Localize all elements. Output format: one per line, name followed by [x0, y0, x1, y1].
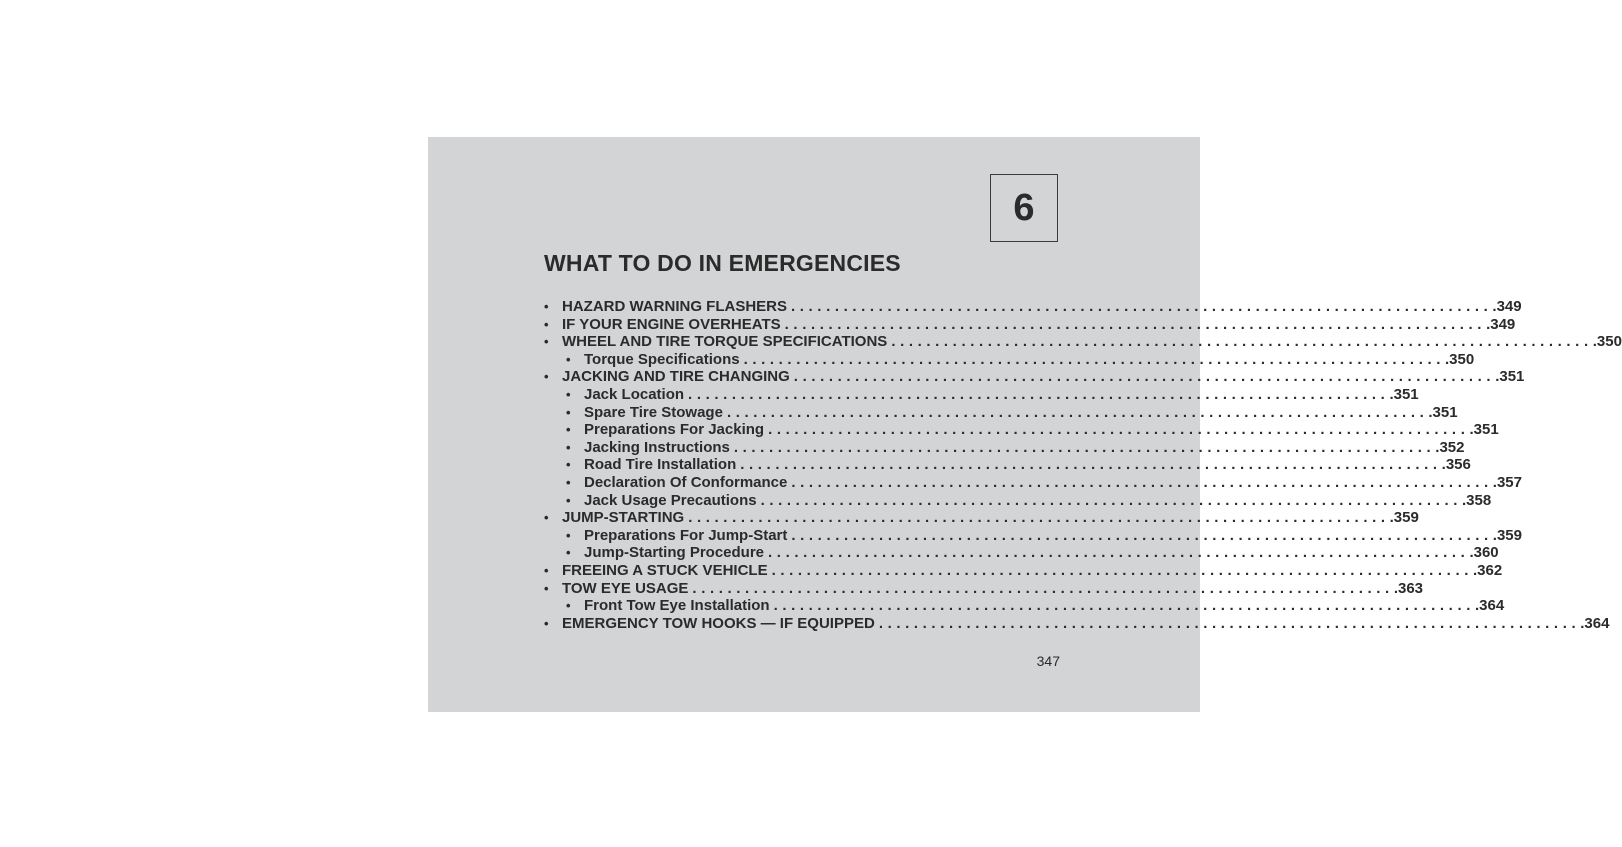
toc-entry-label: JACKING AND TIRE CHANGING [562, 368, 790, 386]
toc-entry-page: .351 [1389, 385, 1419, 403]
toc-entry-page: .351 [1428, 403, 1458, 421]
toc-entry [544, 333, 1622, 351]
toc-entry-label: Declaration Of Conformance [584, 473, 788, 491]
toc-entry-page: .351 [1495, 368, 1525, 386]
toc-subentry [544, 473, 1522, 492]
page-number: 347 [1036, 653, 1060, 669]
toc-entry-label: Preparations For Jacking [584, 421, 765, 439]
bullet-icon: • [566, 404, 571, 420]
toc-subentry [544, 491, 1492, 510]
dot-leader: ................................................................................ [733, 438, 1436, 456]
table-of-contents [544, 298, 1622, 632]
toc-entry-page: .362 [1472, 561, 1503, 579]
toc-entry [544, 614, 1610, 633]
chapter-title: WHAT TO DO IN EMERGENCIES [544, 250, 901, 276]
toc-entry-label: Torque Specifications [584, 350, 740, 368]
dot-leader: ................................................................................ [768, 544, 1470, 562]
toc-entry-page: .359 [1492, 526, 1522, 544]
dot-leader: ................................................................................ [791, 526, 1493, 544]
toc-entry-page: .351 [1469, 421, 1499, 439]
toc-entry-label: HAZARD WARNING FLASHERS [562, 298, 787, 315]
bullet-icon: • [566, 545, 571, 561]
bullet-icon: • [566, 527, 571, 543]
toc-entry-page: .360 [1469, 544, 1499, 562]
toc-entry [544, 579, 1424, 598]
dot-leader: ................................................................................ [878, 614, 1581, 632]
toc-entry-label: JUMP-STARTING [562, 509, 685, 527]
bullet-icon: • [544, 299, 549, 314]
dot-leader: ................................................................................ [760, 491, 1462, 509]
dot-leader: ................................................................................ [791, 298, 1493, 315]
toc-entry-label: Jack Location [584, 385, 685, 403]
bullet-icon: • [566, 351, 571, 367]
content-panel [428, 137, 1622, 712]
dot-leader: ................................................................................ [692, 579, 1394, 597]
toc-subentry [544, 421, 1499, 439]
toc-entry-page: .352 [1435, 438, 1465, 456]
toc-entry [544, 561, 1503, 580]
toc-entry-label: FREEING A STUCK VEHICLE [562, 561, 768, 579]
toc-entry-page: .349 [1492, 298, 1522, 315]
toc-entry-label: Spare Tire Stowage [584, 403, 723, 421]
toc-entry-label: Preparations For Jump-Start [584, 526, 788, 544]
dot-leader: ................................................................................ [688, 509, 1390, 527]
toc-entry-label: WHEEL AND TIRE TORQUE SPECIFICATIONS [562, 333, 888, 351]
toc-entry [544, 368, 1525, 386]
bullet-icon: • [544, 562, 549, 578]
toc-entry-page: .363 [1393, 579, 1424, 597]
toc-entry-label: TOW EYE USAGE [562, 579, 689, 597]
toc-entry-page: .350 [1592, 333, 1622, 351]
dot-leader: ................................................................................ [771, 561, 1473, 579]
toc-entry-page: .364 [1474, 597, 1505, 615]
toc-entry-label: EMERGENCY TOW HOOKS — IF EQUIPPED [562, 614, 875, 632]
toc-entry [544, 315, 1516, 334]
dot-leader: ................................................................................ [784, 315, 1487, 333]
toc-entry-label: Road Tire Installation [584, 456, 737, 474]
dot-leader: ................................................................................ [793, 368, 1496, 386]
toc-entry-label: Jump-Starting Procedure [584, 544, 765, 562]
toc-subentry [544, 438, 1465, 457]
bullet-icon: • [566, 422, 571, 438]
bullet-icon: • [566, 457, 571, 473]
bullet-icon: • [544, 510, 549, 526]
bullet-icon: • [566, 439, 571, 455]
bullet-icon: • [566, 386, 571, 402]
bullet-icon: • [544, 316, 549, 332]
toc-entry-page: .350 [1445, 350, 1475, 368]
toc-entry-page: .358 [1462, 491, 1492, 509]
toc-entry-page: .364 [1580, 614, 1610, 632]
dot-leader: ................................................................................ [726, 403, 1429, 421]
toc-entry-page: .356 [1441, 456, 1471, 474]
toc-subentry [544, 456, 1471, 474]
bullet-icon: • [544, 615, 549, 631]
toc-subentry [544, 544, 1499, 562]
toc-entry [544, 298, 1522, 316]
chapter-number: 6 [1013, 186, 1035, 229]
toc-entry-label: IF YOUR ENGINE OVERHEATS [562, 315, 781, 333]
toc-subentry [544, 403, 1458, 422]
bullet-icon: • [544, 369, 549, 385]
dot-leader: ................................................................................ [688, 385, 1390, 403]
chapter-number-box [990, 174, 1058, 242]
bullet-icon: • [544, 334, 549, 350]
dot-leader: ................................................................................ [891, 333, 1593, 351]
toc-entry-label: Jacking Instructions [584, 438, 730, 456]
toc-entry-page: .357 [1492, 473, 1522, 491]
toc-entry-label: Jack Usage Precautions [584, 491, 757, 509]
dot-leader: ................................................................................ [773, 597, 1475, 615]
toc-subentry [544, 350, 1475, 369]
toc-subentry [544, 526, 1522, 545]
dot-leader: ................................................................................ [768, 421, 1470, 439]
toc-entry-label: Front Tow Eye Installation [584, 597, 770, 615]
toc-entry-page: .359 [1389, 509, 1419, 527]
bullet-icon: • [566, 474, 571, 490]
toc-subentry [544, 385, 1419, 404]
dot-leader: ................................................................................ [791, 473, 1493, 491]
bullet-icon: • [566, 492, 571, 508]
toc-subentry [544, 597, 1505, 615]
toc-entry-page: .349 [1486, 315, 1516, 333]
dot-leader: ................................................................................ [740, 456, 1442, 474]
bullet-icon: • [566, 598, 571, 614]
bullet-icon: • [544, 580, 549, 596]
toc-entry [544, 509, 1419, 527]
dot-leader: ................................................................................ [743, 350, 1445, 368]
